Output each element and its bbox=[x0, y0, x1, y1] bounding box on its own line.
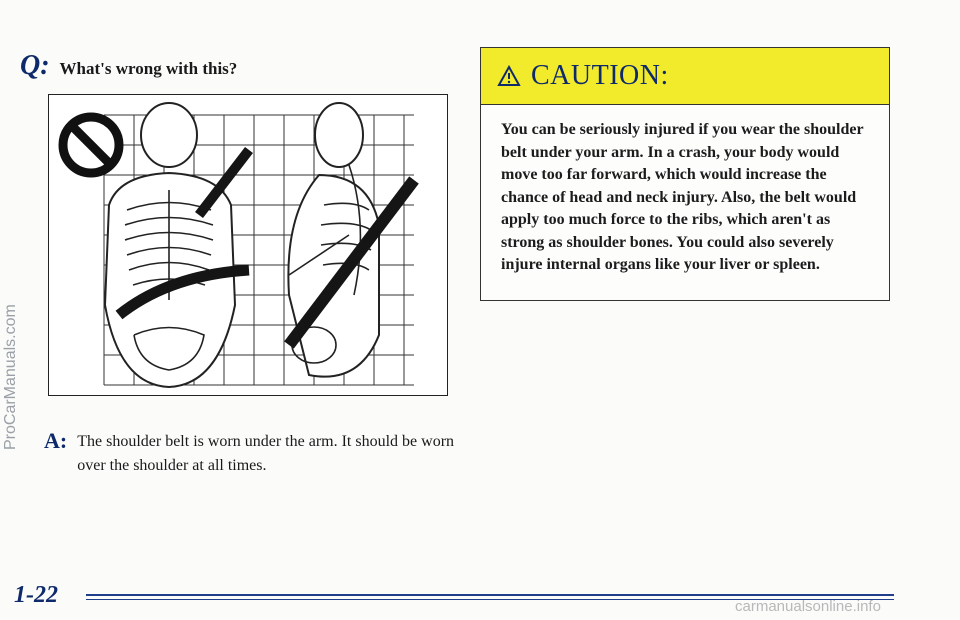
caution-box bbox=[480, 47, 890, 301]
caution-title: CAUTION: bbox=[531, 60, 669, 91]
procarmanuals-watermark: ProCarManuals.com bbox=[2, 304, 19, 450]
caution-text: You can be seriously injured if you wear the shoulder belt under your arm. In a crash, your body would move too far forward, which would increase the chance of head and neck injury. Also, the belt would apply too much force to the ribs, which aren't as strong as shoulder bones. You could also severely injure internal organs like your liver or spleen. bbox=[501, 121, 864, 273]
answer-marker: A: bbox=[44, 428, 68, 453]
prohibited-icon bbox=[63, 117, 119, 173]
question-text: What's wrong with this? bbox=[59, 59, 238, 78]
skeleton-seatbelt-drawing bbox=[49, 95, 446, 394]
caution-banner bbox=[481, 48, 889, 105]
question-heading bbox=[20, 50, 237, 82]
footer-rule bbox=[86, 594, 894, 596]
carmanualsonline-watermark: carmanualsonline.info bbox=[735, 598, 881, 615]
page-number: 1-22 bbox=[14, 582, 58, 608]
seatbelt-misuse-illustration bbox=[48, 94, 448, 396]
question-marker: Q: bbox=[20, 50, 50, 81]
warning-triangle-icon bbox=[497, 65, 521, 87]
answer-section bbox=[44, 428, 464, 478]
answer-text: The shoulder belt is worn under the arm. It should be worn over the shoulder at all times. bbox=[77, 433, 455, 474]
